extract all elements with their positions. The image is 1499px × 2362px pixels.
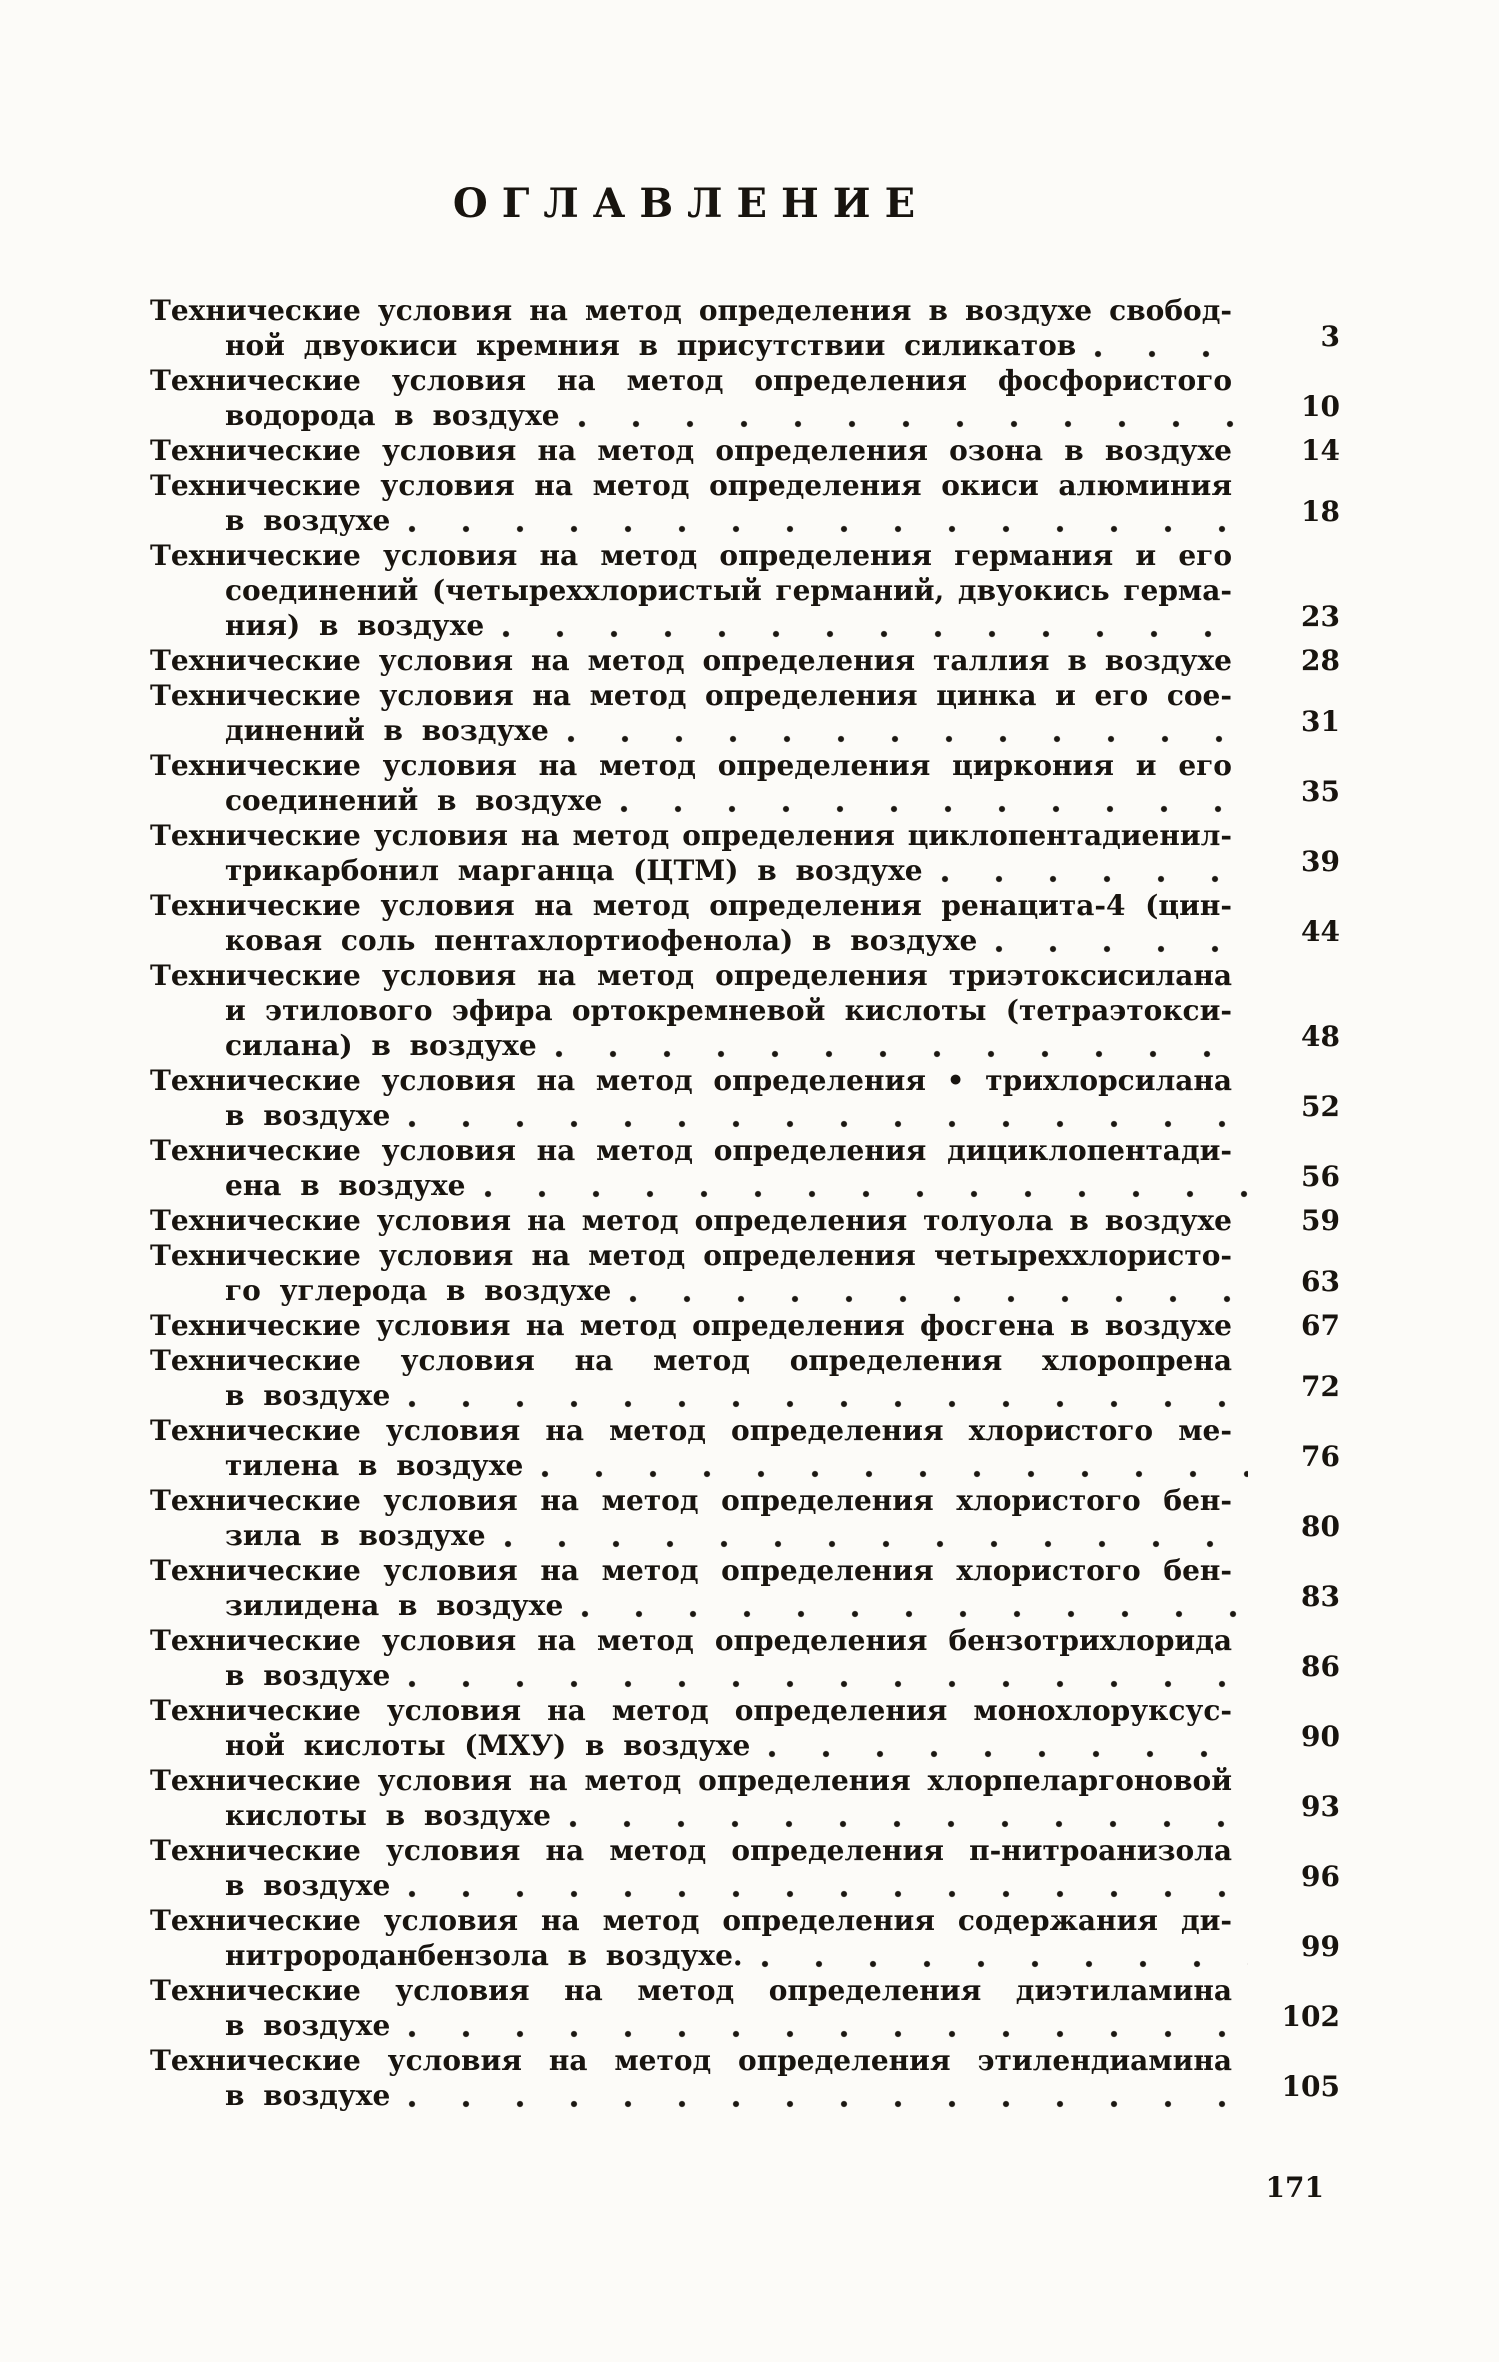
leader-dots xyxy=(502,630,1248,638)
toc-entry-text: в воздухе xyxy=(225,2079,391,2112)
toc-entry-text: в воздухе xyxy=(225,1869,391,1902)
leader-dots xyxy=(504,1540,1248,1548)
toc-page-number: 63 xyxy=(1301,1265,1340,1298)
toc-entry-text: водорода в воздухе xyxy=(225,399,560,432)
toc-entry-final-line xyxy=(150,1440,1340,1483)
toc-entry-final-line xyxy=(150,600,1340,643)
leader-dots xyxy=(629,1295,1248,1303)
toc-entry-line: Технические условия на метод определения хлоропрена xyxy=(150,1344,1232,1377)
toc-entry-line: Технические условия на метод определения цинка и его сое- xyxy=(150,679,1232,712)
toc-page-number: 28 xyxy=(1301,644,1340,677)
toc-entry-final-line xyxy=(150,1510,1340,1553)
toc-page-number: 96 xyxy=(1301,1860,1340,1893)
toc-entry-final-line xyxy=(150,320,1340,363)
toc-entry-final-line xyxy=(150,1930,1340,1973)
toc-entry xyxy=(150,1973,1340,2043)
toc-entry-line: и этилового эфира ортокремневой кислоты (тетраэтокси- xyxy=(225,994,1232,1027)
toc-page-number: 72 xyxy=(1301,1370,1340,1403)
toc-entry-final-line xyxy=(150,1090,1340,1133)
toc-entry-text: ковая соль пентахлортиофенола) в воздухе xyxy=(225,924,978,957)
toc-page-number: 3 xyxy=(1320,320,1340,353)
toc-entry-line: Технические условия на метод определения • трихлорсилана xyxy=(150,1064,1232,1097)
toc-entry-text: тилена в воздухе xyxy=(225,1449,524,1482)
toc-entry-list xyxy=(150,293,1340,2113)
toc-entry-text: Технические условия на метод определения озона в воздухе xyxy=(150,434,1232,467)
leader-dots xyxy=(1094,350,1248,358)
toc-entry-final-line xyxy=(150,2000,1340,2043)
folio-page-number: 171 xyxy=(1265,2171,1324,2204)
toc-entry-line: Технические условия на метод определения монохлоруксус- xyxy=(150,1694,1232,1727)
toc-entry-final-line xyxy=(150,495,1340,538)
toc-page-number: 44 xyxy=(1301,915,1340,948)
toc-entry-line: Технические условия на метод определения германия и его xyxy=(150,539,1232,572)
toc-entry-text: ния) в воздухе xyxy=(225,609,485,642)
toc-entry-text: кислоты в воздухе xyxy=(225,1799,551,1832)
toc-entry-line: Технические условия на метод определения в воздухе свобод- xyxy=(150,294,1232,327)
toc-entry-text: зила в воздухе xyxy=(225,1519,486,1552)
toc-entry xyxy=(150,468,1340,538)
toc-entry-line: Технические условия на метод определения диэтиламина xyxy=(150,1974,1232,2007)
toc-entry-final-line xyxy=(150,845,1340,888)
leader-dots xyxy=(408,2030,1248,2038)
leader-dots xyxy=(408,1890,1248,1898)
toc-page-number: 99 xyxy=(1301,1930,1340,1963)
leader-dots xyxy=(541,1470,1248,1478)
toc-entry xyxy=(150,958,1340,1063)
toc-page-number: 10 xyxy=(1301,390,1340,423)
toc-entry-final-line xyxy=(150,1203,1340,1238)
toc-entry xyxy=(150,1553,1340,1623)
toc-entry-text: в воздухе xyxy=(225,504,391,537)
leader-dots xyxy=(941,875,1248,883)
page-title: ОГЛАВЛЕНИЕ xyxy=(452,180,930,227)
leader-dots xyxy=(768,1750,1248,1758)
toc-entry-text: силана) в воздухе xyxy=(225,1029,537,1062)
toc-entry-final-line xyxy=(150,2070,1340,2113)
toc-entry xyxy=(150,748,1340,818)
toc-entry-text: зилидена в воздухе xyxy=(225,1589,564,1622)
toc-page-number: 80 xyxy=(1301,1510,1340,1543)
leader-dots xyxy=(408,2100,1248,2108)
toc-entry-text: в воздухе xyxy=(225,1659,391,1692)
leader-dots xyxy=(408,525,1248,533)
toc-entry xyxy=(150,1903,1340,1973)
toc-entry xyxy=(150,1833,1340,1903)
leader-dots xyxy=(567,735,1248,743)
toc-entry-final-line xyxy=(150,1265,1340,1308)
toc-entry-line: Технические условия на метод определения триэтоксисилана xyxy=(150,959,1232,992)
leader-dots xyxy=(569,1820,1248,1828)
toc-entry-line: Технические условия на метод определения хлористого бен- xyxy=(150,1554,1232,1587)
toc-entry-text: нитророданбензола в воздухе. xyxy=(225,1939,743,1972)
toc-entry-final-line xyxy=(150,775,1340,818)
toc-page-number: 90 xyxy=(1301,1720,1340,1753)
toc-entry-line: соединений (четыреххлористый германий, двуокись герма- xyxy=(225,574,1232,607)
toc-entry-line: Технические условия на метод определения содержания ди- xyxy=(150,1904,1232,1937)
toc-entry-final-line xyxy=(150,1308,1340,1343)
toc-entry-final-line xyxy=(150,1020,1340,1063)
toc-entry xyxy=(150,293,1340,363)
toc-entry-text: го углерода в воздухе xyxy=(225,1274,612,1307)
toc-entry-line: Технические условия на метод определения ренацита-4 (цин- xyxy=(150,889,1232,922)
toc-entry-text: ной двуокиси кремния в присутствии силикатов xyxy=(225,329,1077,362)
toc-entry xyxy=(150,538,1340,643)
toc-entry xyxy=(150,1483,1340,1553)
toc-page-number: 56 xyxy=(1301,1160,1340,1193)
toc-entry-final-line xyxy=(150,1370,1340,1413)
toc-entry-line: Технические условия на метод определения хлорпеларгоновой xyxy=(150,1764,1232,1797)
toc-page-number: 23 xyxy=(1301,600,1340,633)
toc-entry-line: Технические условия на метод определения фосфористого xyxy=(150,364,1232,397)
toc-entry-final-line xyxy=(150,1720,1340,1763)
toc-entry-final-line xyxy=(150,433,1340,468)
leader-dots xyxy=(578,420,1248,428)
leader-dots xyxy=(408,1680,1248,1688)
toc-content xyxy=(150,180,1340,2204)
toc-entry-text: в воздухе xyxy=(225,2009,391,2042)
toc-page-number: 35 xyxy=(1301,775,1340,808)
toc-entry xyxy=(150,1203,1340,1238)
toc-entry xyxy=(150,363,1340,433)
toc-page-number: 105 xyxy=(1281,2070,1340,2103)
toc-page-number: 76 xyxy=(1301,1440,1340,1473)
toc-entry-text: Технические условия на метод определения таллия в воздухе xyxy=(150,644,1232,677)
toc-entry-final-line xyxy=(150,1160,1340,1203)
toc-entry-line: Технические условия на метод определения окиси алюминия xyxy=(150,469,1232,502)
toc-entry xyxy=(150,1343,1340,1413)
leader-dots xyxy=(581,1610,1248,1618)
toc-entry-text: Технические условия на метод определения толуола в воздухе xyxy=(150,1204,1232,1237)
toc-entry-final-line xyxy=(150,1790,1340,1833)
toc-page-number: 67 xyxy=(1301,1309,1340,1342)
toc-entry xyxy=(150,1413,1340,1483)
toc-page-number: 93 xyxy=(1301,1790,1340,1823)
toc-entry-text: в воздухе xyxy=(225,1099,391,1132)
toc-entry-text: ной кислоты (МХУ) в воздухе xyxy=(225,1729,751,1762)
toc-entry-line: Технические условия на метод определения хлористого бен- xyxy=(150,1484,1232,1517)
toc-page-number: 31 xyxy=(1301,705,1340,738)
toc-entry xyxy=(150,1238,1340,1308)
toc-page-number: 102 xyxy=(1281,2000,1340,2033)
toc-entry xyxy=(150,2043,1340,2113)
toc-page-number: 14 xyxy=(1301,434,1340,467)
toc-entry xyxy=(150,818,1340,888)
toc-entry-text: трикарбонил марганца (ЦТМ) в воздухе xyxy=(225,854,923,887)
toc-entry xyxy=(150,1623,1340,1693)
toc-page-number: 18 xyxy=(1301,495,1340,528)
toc-entry xyxy=(150,433,1340,468)
toc-entry-text: ена в воздухе xyxy=(225,1169,466,1202)
leader-dots xyxy=(408,1400,1248,1408)
leader-dots xyxy=(761,1960,1248,1968)
toc-entry xyxy=(150,678,1340,748)
toc-entry xyxy=(150,888,1340,958)
toc-entry-text: в воздухе xyxy=(225,1379,391,1412)
toc-entry-text: динений в воздухе xyxy=(225,714,549,747)
toc-entry-line: Технические условия на метод определения хлористого ме- xyxy=(150,1414,1232,1447)
toc-entry-final-line xyxy=(150,1650,1340,1693)
toc-entry-final-line xyxy=(150,705,1340,748)
toc-page-number: 59 xyxy=(1301,1204,1340,1237)
toc-entry-final-line xyxy=(150,1580,1340,1623)
toc-entry-line: Технические условия на метод определения бензотрихлорида xyxy=(150,1624,1232,1657)
leader-dots xyxy=(555,1050,1248,1058)
toc-page-number: 48 xyxy=(1301,1020,1340,1053)
toc-page-number: 86 xyxy=(1301,1650,1340,1683)
toc-entry-text: Технические условия на метод определения фосгена в воздухе xyxy=(150,1309,1232,1342)
toc-entry xyxy=(150,1693,1340,1763)
toc-entry-final-line xyxy=(150,643,1340,678)
toc-entry-final-line xyxy=(150,390,1340,433)
toc-entry-line: Технические условия на метод определения этилендиамина xyxy=(150,2044,1232,2077)
toc-page-number: 52 xyxy=(1301,1090,1340,1123)
toc-entry-line: Технические условия на метод определения четыреххлористо- xyxy=(150,1239,1232,1272)
leader-dots xyxy=(408,1120,1248,1128)
toc-entry-line: Технические условия на метод определения дициклопентади- xyxy=(150,1134,1232,1167)
leader-dots xyxy=(620,805,1248,813)
toc-entry-line: Технические условия на метод определения циркония и его xyxy=(150,749,1232,782)
toc-entry xyxy=(150,1133,1340,1203)
toc-entry-line: Технические условия на метод определения циклопентадиенил- xyxy=(150,819,1232,852)
toc-page-number: 39 xyxy=(1301,845,1340,878)
leader-dots xyxy=(484,1190,1249,1198)
toc-page-number: 83 xyxy=(1301,1580,1340,1613)
toc-entry-final-line xyxy=(150,1860,1340,1903)
toc-entry-text: соединений в воздухе xyxy=(225,784,603,817)
toc-entry xyxy=(150,1063,1340,1133)
toc-entry xyxy=(150,1308,1340,1343)
toc-entry-line: Технические условия на метод определения п-нитроанизола xyxy=(150,1834,1232,1867)
leader-dots xyxy=(995,945,1248,953)
toc-entry-final-line xyxy=(150,915,1340,958)
toc-entry xyxy=(150,1763,1340,1833)
toc-entry xyxy=(150,643,1340,678)
